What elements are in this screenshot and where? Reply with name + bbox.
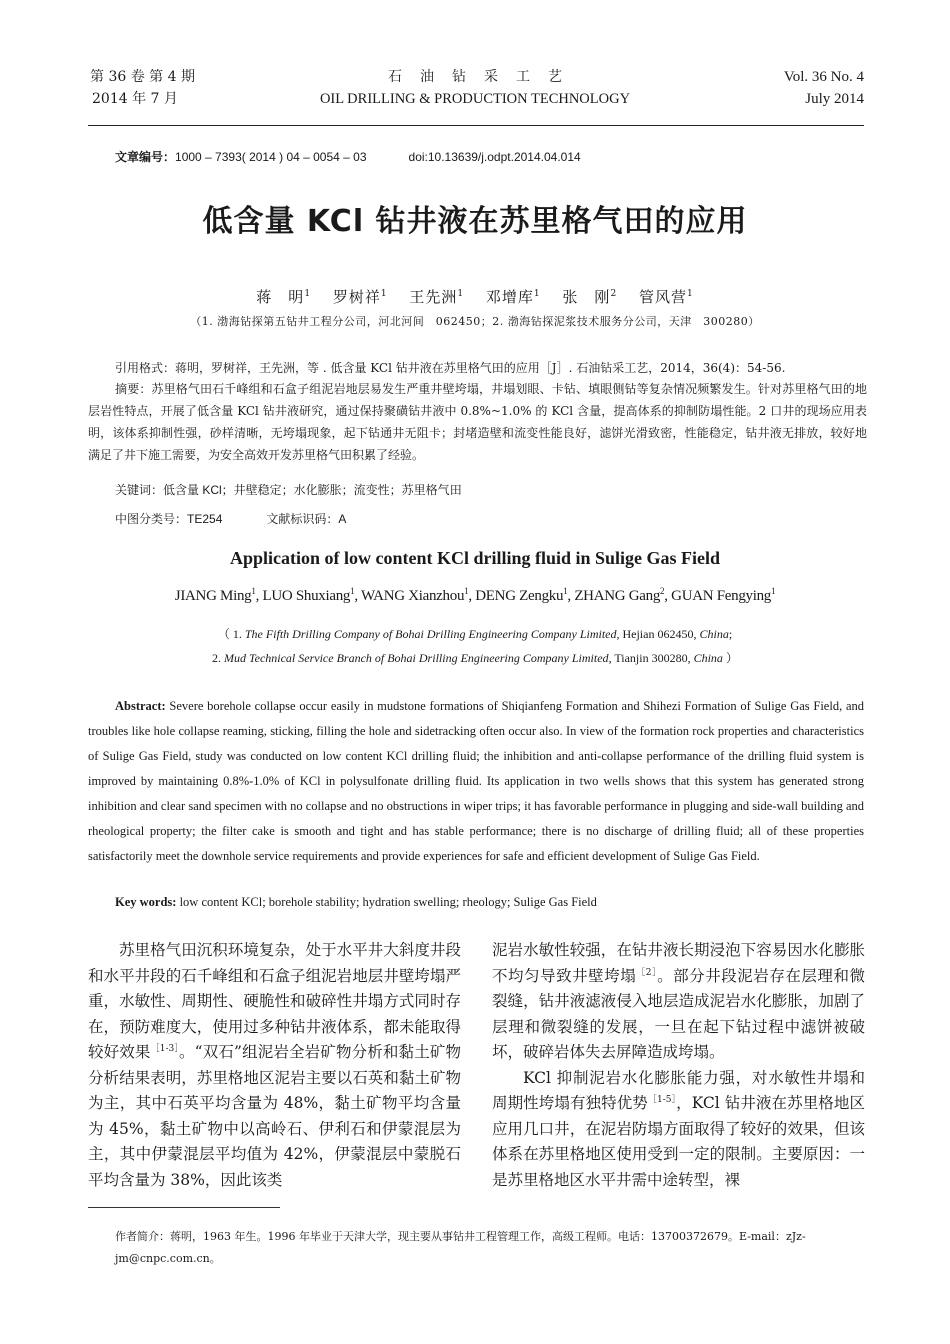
journal-name-cn: 石油钻采工艺 (388, 69, 580, 85)
abstract-cn (88, 378, 867, 466)
footnote-text: 蒋明，1963 年生。1996 年毕业于天津大学，现主要从事钻井工程管理工作，高级工程师。电话：13700372679。E-mail：zJz-jm@cnpc.com.cn。 (115, 1230, 806, 1265)
keywords-en-label: Key words: (115, 895, 177, 909)
doi-text: doi:10.13639/j.odpt.2014.04.014 (408, 150, 581, 164)
keywords-en (115, 895, 597, 910)
article-number-line (115, 148, 581, 165)
author-cn: 蒋 明$^1$ (256, 288, 312, 306)
date-en: July 2014 (805, 91, 864, 107)
author-en: GUAN Fengying$^1$ (671, 586, 776, 604)
affiliation-cn: （1. 渤海钻探第五钻井工程分公司，河北河间 062450；2. 渤海钻探泥浆技术服务分公司，天津 300280） (190, 315, 760, 328)
doc-code-value: A (338, 512, 347, 526)
author-cn: 邓增库$^1$ (485, 288, 541, 306)
abstract-en (88, 694, 864, 869)
author-cn: 管风营$^1$ (638, 288, 694, 306)
keywords-cn-label: 关键词： (115, 483, 164, 497)
keywords-cn (115, 481, 462, 498)
abstract-en-text: Severe borehole collapse occur easily in mudstone formations of Shiqianfeng Formation and Shihezi Formation of Sulige Gas Field, and troubles like hole collapse reaming, sticking, filling the hole and sidetracking often occur also. In view of the formation rock properties and characteristics of Sulige Gas Field, study was conducted on low content KCl drilling fluid; the inhibition and anti-collapse performance of the drilling fluid system is improved by maintaining 0.8%-1.0% of KCl in polysulfonate drilling fluid. Its application in two wells shows that this system has generated strong inhibition and clear sand specimen with no collapse and no obstructions in wiper trips; it has favorable performance in plugging and side-wall building and rheological property; the filter cake is smooth and tight and has stable performance; there is no discharge of drilling fluid; all of these properties satisfactorily meet the downhole service requirements and provide experiences for safe and efficient development of Sulige Gas Field. (88, 699, 864, 863)
volume-en: Vol. 36 No. 4 (783, 69, 864, 85)
citation-ref: ［2］ (636, 967, 658, 978)
doc-code-label: 文献标识码： (266, 512, 339, 526)
date-cn: 2014 年 7 月 (92, 91, 178, 107)
header-right (784, 66, 864, 110)
citation-line (115, 358, 867, 378)
author-footnote (115, 1226, 867, 1270)
keywords-en-text: low content KCl; borehole stability; hydration swelling; rheology; Sulige Gas Field (176, 895, 597, 909)
affiliation-en (0, 622, 950, 670)
header-rule (88, 125, 864, 126)
body-column-left (88, 938, 461, 1193)
author-en: JIANG Ming$^1$ (174, 586, 256, 604)
citation-ref: ［1-3］ (150, 1043, 180, 1054)
footnote-rule (88, 1207, 280, 1208)
author-en: LUO Shuxiang$^1$ (262, 586, 355, 604)
paper-title-en: Application of low content KCl drilling fluid in Sulige Gas Field (229, 548, 721, 568)
citation-ref: ［1-5］ (647, 1094, 677, 1105)
article-number-value: 1000 – 7393( 2014 ) 04 – 0054 – 03 (175, 150, 367, 164)
abstract-cn-label: 摘要： (115, 382, 152, 396)
author-cn: 罗树祥$^1$ (332, 288, 388, 306)
citation-text: 蒋明，罗树祥，王先洲，等 . 低含量 KCl 钻井液在苏里格气田的应用［J］. 石油钻采工艺，2014，36(4)：54-56. (175, 361, 786, 375)
authors-cn (0, 286, 950, 307)
affiliation-en-line-2: 2. Mud Technical Service Branch of Bohai Drilling Engineering Company Limited, Tianjin 300280, China ） (212, 651, 738, 665)
footnote-label: 作者简介： (115, 1230, 170, 1243)
body-column-right (492, 938, 865, 1193)
abstract-en-label: Abstract: (115, 699, 166, 713)
journal-name-en: OIL DRILLING & PRODUCTION TECHNOLOGY (319, 91, 631, 107)
body-paragraph: 泥岩水敏性较强，在钻井液长期浸泡下容易因水化膨胀不均匀导致井壁垮塌$^{[2]}$。部分井段泥岩存在层理和微裂缝，钻井液滤液侵入地层造成泥岩水化膨胀，加剧了层理和微裂缝的发展，一旦在起下钻过程中滤饼被破坏，破碎岩体失去屏障造成垮塌。 (492, 941, 865, 1061)
author-en: WANG Xianzhou$^1$ (360, 586, 469, 604)
volume-cn: 第 36 卷 第 4 期 (90, 69, 195, 85)
paper-title-cn: 低含量 KCl 钻井液在苏里格气田的应用 (202, 204, 748, 239)
authors-en: JIANG Ming$^1$, LUO Shuxiang$^1$, WANG Xianzhou$^1$, DENG Zengku$^1$, ZHANG Gang$^2$, GUAN Fengying$^1$ (174, 586, 776, 604)
abstract-cn-text: 苏里格气田石千峰组和石盒子组泥岩地层易发生严重井壁垮塌，井塌划眼、卡钻、填眼侧钻等复杂情况频繁发生。针对苏里格气田的地层岩性特点，开展了低含量 KCl 钻井液研究，通过保持聚磺钻井液中 0.8%~1.0% 的 KCl 含量，提高体系的抑制防塌性能。2 口井的现场应用表明，该体系抑制性强，砂样清晰，无垮塌现象，起下钻通井无阻卡；封堵造壁和流变性能良好，滤饼光滑致密，性能稳定，钻井液无排放，较好地满足了井下施工需要，为安全高效开发苏里格气田积累了经验。 (88, 382, 867, 462)
body-paragraph: KCl 抑制泥岩水化膨胀能力强，对水敏性井塌和周期性垮塌有独特优势$^{[1-5]}$，KCl 钻井液在苏里格地区应用几口井，在泥岩防塌方面取得了较好的效果，但该体系在苏里格地区使用受到一定的限制。主要原因：一是苏里格地区水平井需中途转型，裸 (492, 1068, 865, 1189)
classification-line (115, 510, 346, 527)
author-cn: 张 刚$^2$ (562, 288, 618, 306)
author-en: DENG Zengku$^1$ (475, 586, 568, 604)
citation-label: 引用格式： (115, 361, 176, 375)
affiliation-en-line-1: （ 1. The Fifth Drilling Company of Bohai Drilling Engineering Company Limited, Hejian 062450, China; (217, 627, 733, 641)
article-number-label: 文章编号： (115, 150, 176, 164)
body-paragraph: 苏里格气田沉积环境复杂，处于水平井大斜度井段和水平井段的石千峰组和石盒子组泥岩地层井壁垮塌严重，水敏性、周期性、硬脆性和破碎性井塌方式同时存在，预防难度大，使用过多种钻井液体系，都未能取得较好效果$^{[1-3]}$。“双石”组泥岩全岩矿物分析和黏土矿物分析结果表明，苏里格地区泥岩主要以石英和黏土矿物为主，其中石英平均含量为 48%，黏土矿物平均含量为 45%，黏土矿物中以高岭石、伊利石和伊蒙混层为主，其中伊蒙混层平均值为 42%，伊蒙混层中蒙脱石平均含量为 38%，因此该类 (88, 941, 461, 1189)
author-en: ZHANG Gang$^2$ (574, 586, 665, 604)
author-cn: 王先洲$^1$ (409, 288, 465, 306)
keywords-cn-text: 低含量 KCl；井壁稳定；水化膨胀；流变性；苏里格气田 (163, 483, 462, 497)
clc-label: 中图分类号： (115, 512, 188, 526)
clc-value: TE254 (187, 512, 223, 526)
